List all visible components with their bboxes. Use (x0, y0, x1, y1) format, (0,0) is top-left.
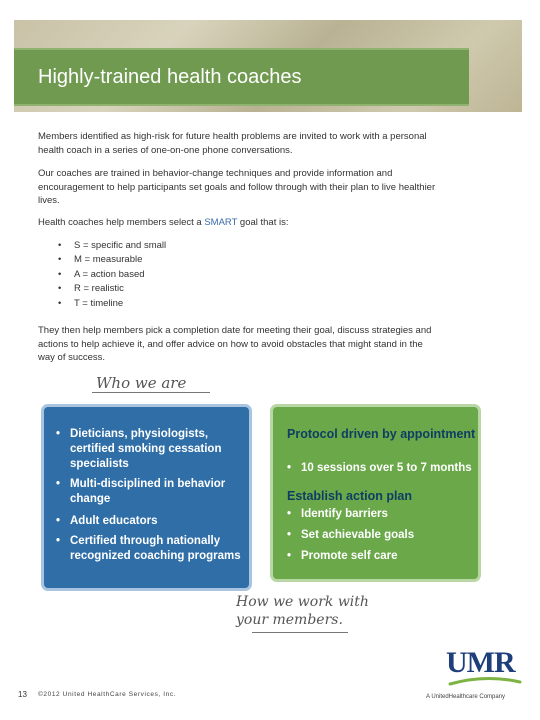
bullet-dot-icon: • (56, 515, 61, 527)
umr-logo (446, 648, 526, 690)
list-item (58, 297, 166, 311)
list-item-text: S = specific and small (74, 240, 167, 251)
list-item-text: M = measurable (74, 254, 143, 266)
list-item-text: Promote self care (301, 550, 398, 562)
list-item (56, 427, 246, 472)
list-item (287, 507, 481, 522)
list-item-text: Dieticians, physiologists, certified smoking cessation specialists (70, 428, 222, 470)
who-we-are-handwriting: Who we are (96, 374, 187, 392)
smart-intro-after: goal that is: (237, 217, 289, 228)
action-plan-heading: Establish action plan (287, 489, 413, 503)
list-item (287, 549, 481, 564)
bullet-dot-icon: • (58, 283, 62, 295)
logo-subtext: A UnitedHealthcare Company (426, 694, 506, 700)
list-item (58, 282, 166, 296)
page-title: Highly-trained health coaches (38, 66, 302, 88)
list-item (58, 239, 166, 253)
bullet-dot-icon: • (287, 462, 292, 474)
bullet-dot-icon: • (56, 535, 61, 547)
intro-paragraph: Members identified as high-risk for future health problems are invited to work with a personal health coach in a series of one-on-one phone conversations. (38, 131, 427, 156)
list-item-text: T = timeline (74, 297, 124, 309)
logo-swoosh-icon (448, 676, 522, 686)
list-item (56, 534, 246, 564)
strategy-paragraph: They then help members pick a completion date for meeting their goal, discuss strategies and actions to help achieve it, and offer advice on how to avoid obstacles that might stand in the way of success. (38, 325, 432, 363)
bullet-dot-icon: • (58, 297, 62, 309)
page-number: 13 (18, 690, 27, 699)
smart-term: SMART (204, 217, 238, 228)
bullet-dot-icon: • (58, 254, 62, 266)
how-we-work-box (270, 404, 481, 582)
list-item-text: Multi-disciplined in behavior change (70, 478, 226, 505)
smart-intro-paragraph (38, 216, 438, 230)
list-item (58, 268, 166, 282)
bullet-dot-icon: • (287, 529, 292, 541)
list-item-text: A = action based (74, 268, 145, 280)
how-we-work-handwriting: How we work with your members. (236, 594, 369, 628)
list-item-text: 10 sessions over 5 to 7 months (301, 462, 472, 474)
bullet-dot-icon: • (287, 508, 292, 520)
list-item-text: Identify barriers (301, 508, 388, 520)
list-item (58, 253, 166, 267)
list-item-text: Adult educators (70, 515, 158, 527)
training-paragraph: Our coaches are trained in behavior-change techniques and provide information and encouragement to help participants set goals and follow through with their plan to live healthier lives. (38, 168, 436, 206)
smart-goal-list (58, 239, 166, 311)
bullet-dot-icon: • (58, 240, 62, 251)
who-we-are-box (41, 404, 252, 591)
smart-intro-before: Health coaches help members select a (38, 217, 205, 228)
handwriting-underline (252, 632, 348, 633)
list-item (287, 461, 481, 476)
list-item (287, 528, 481, 543)
list-item (56, 514, 246, 529)
list-item-text: R = realistic (74, 283, 124, 295)
bullet-dot-icon: • (56, 428, 61, 440)
protocol-heading: Protocol driven by appointment (287, 427, 476, 441)
logo-wordmark: UMR (446, 646, 515, 679)
bullet-dot-icon: • (58, 268, 62, 280)
copyright-text: ©2012 United HealthCare Services, Inc. (38, 691, 177, 698)
handwriting-underline (92, 392, 210, 393)
bullet-dot-icon: • (56, 478, 61, 490)
list-item-text: Set achievable goals (301, 529, 415, 541)
list-item-text: Certified through nationally recognized coaching programs (70, 535, 241, 562)
bullet-dot-icon: • (287, 550, 292, 562)
list-item (56, 477, 246, 507)
